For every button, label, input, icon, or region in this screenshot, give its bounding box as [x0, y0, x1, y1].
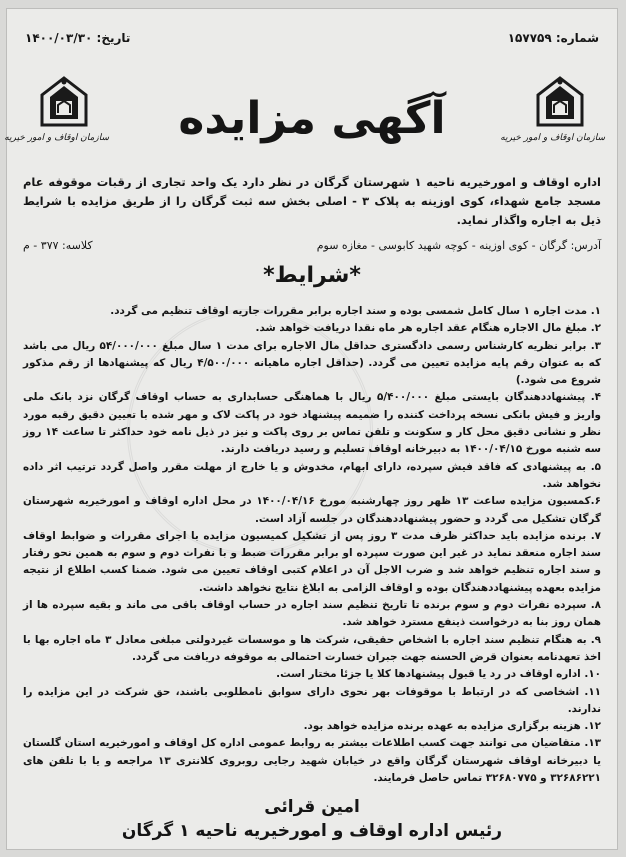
property-address: آدرس: گرگان - کوی اوزینه - کوچه شهید کابوسی - مغازه سوم — [316, 239, 601, 252]
condition-item: ۱۰. اداره اوقاف در رد یا قبول پیشنهادها کلا یا جزئا مختار است. — [276, 668, 601, 681]
signatory-name: امین قرائی — [264, 797, 360, 817]
logo-caption: سازمان اوقاف و امور خیریه — [500, 133, 605, 143]
condition-item: ۱۳. متقاضیان می توانند جهت کسب اطلاعات بیشتر به روابط عمومی اداره کل اوقاف و امورخیریه استان گلستان یا دبیرخانه اوقاف شهرستان گرگان واقع در خیابان شهید رجایی روبروی کلانتری ۱۳ مراجعه و یا با تلفن های ۳۲۶۸۶۲۲۱ و ۳۲۶۸۰۷۷۵ تماس حاصل فرمایند. — [23, 737, 601, 785]
condition-item: ۶.کمسیون مزایده ساعت ۱۳ ظهر روز چهارشنبه مورخ ۱۴۰۰/۰۴/۱۶ در محل اداره اوقاف و امورخیریه شهرستان گرگان تشکیل می گردد و حضور پیشنهاددهندگان در جلسه آزاد است. — [23, 495, 601, 525]
logo-caption: سازمان اوقاف و امور خیریه — [4, 133, 109, 143]
conditions-list — [23, 303, 601, 787]
address-row — [23, 239, 601, 257]
endowment-logo-right — [500, 75, 605, 155]
condition-item: ۵. به پیشنهادی که فاقد فیش سپرده، دارای ابهام، مخدوش و یا خارج از مهلت مقرر واصل گردد ترتیب اثر داده نخواهد شد. — [23, 460, 601, 490]
condition-item: ۷. برنده مزایده باید حداکثر ظرف مدت ۳ روز پس از تشکیل کمیسیون مزایده با اجرای مقررات و ضوابط اوقاف سند اجاره منعقد نماید در غیر این صورت سپرده او برابر مقررات ضبط و با نفرات دوم و سوم به همین نحو رفتار و سند اجاره تنظیم خواهد شد و ضرب الاجل آن در اعلام کتبی اوقاف تعیین می شود. ضمنا کسب اطلاع از نتیجه مزایده بعهده پیشنهاددهندگان بوده و اوقاف الزامی به ابلاغ نتایج نخواهد داشت. — [23, 529, 601, 594]
endowment-emblem-icon — [534, 75, 586, 131]
condition-item: ۱. مدت اجاره ۱ سال کامل شمسی بوده و سند اجاره برابر مقررات جاریه اوقاف تنظیم می گردد. — [110, 305, 601, 317]
condition-item: ۴. پیشنهاددهندگان بایستی مبلغ ۵/۴۰۰/۰۰۰ ریال با هماهنگی حسابداری به حساب اوقاف گرگان نزد بانک ملی واریز و فیش بانکی نسخه پرداخت کننده را ضمیمه پیشنهاد خود در پاکت لاک و مهر شده با تعیین دقیق رقبه مورد نظر و نشانی دقیق محل کار و سکونت و تلفن تماس بر روی پاکت و نیز در ذیل نامه خود حداکثر تا ساعت ۱۴ روز سه شنبه مورخ ۱۴۰۰/۰۴/۱۵ به دبیرخانه اوقاف تسلیم و رسید دریافت دارند. — [23, 391, 602, 456]
header-row — [25, 31, 599, 53]
endowment-emblem-icon — [38, 75, 90, 131]
page-title: آگهی مزایده — [178, 93, 446, 144]
issue-date: تاریخ: ۱۴۰۰/۰۳/۳۰ — [25, 31, 131, 45]
condition-item: ۱۲. هزینه برگزاری مزایده به عهده برنده مزایده خواهد بود. — [303, 720, 601, 733]
reference-number: شماره: ۱۵۷۷۵۹ — [507, 31, 599, 45]
condition-item: ۳. برابر نظریه کارشناس رسمی دادگستری حداقل مال الاجاره برای مدت ۱ سال مبلغ ۵۴/۰۰۰/۰۰۰ ریال می باشد که به عنوان رقم پایه مزایده تعیین می گردد. (حداقل اجاره ماهیانه ۴/۵۰۰/۰۰۰ ریال که پیشنهادها از رقم مذکور شروع می شود.) — [23, 339, 601, 387]
signatory-role: رئیس اداره اوقاف و امورخیریه ناحیه ۱ گرگان — [121, 821, 503, 841]
condition-item: ۱۱. اشخاصی که در ارتباط با موقوفات بهر نحوی دارای سوابق نامطلوبی باشند، حق شرکت در این مزایده را ندارند. — [23, 685, 601, 715]
signature-block — [7, 795, 617, 843]
condition-item: ۹. به هنگام تنظیم سند اجاره با اشخاص حقیقی، شرکت ها و موسسات غیردولتی مبلغی معادل ۳ ماه اجاره بها با اخذ تعهدنامه بعنوان قرض الحسنه جهت جبران خسارت احتمالی به موقوفه دریافت می گردد. — [23, 633, 601, 663]
advertisement-page — [6, 8, 618, 850]
condition-item: ۸. سپرده نفرات دوم و سوم برنده تا تاریخ تنظیم سند اجاره در حساب اوقاف باقی می ماند و بقیه سپرده ها از همان روز بنا به درخواست ذینفع مسترد خواهد شد. — [23, 599, 601, 629]
condition-item: ۲. مبلغ مال الاجاره هنگام عقد اجاره هر ماه نقدا دریافت خواهد شد. — [255, 322, 601, 335]
intro-paragraph: اداره اوقاف و امورخیریه ناحیه ۱ شهرستان گرگان در نظر دارد یک واحد تجاری از رقبات موقوفه عام مسجد جامع شهداء، کوی اوزینه به پلاک ۳ - اصلی بخش سه ثبت گرگان را از طریق مزایده با شرایط ذیل به اجاره واگذار نماید. — [23, 175, 601, 227]
conditions-heading: *شرایط* — [263, 263, 361, 288]
class-code: کلاسه: ۳۷۷ - م — [23, 239, 93, 252]
endowment-logo-left — [4, 75, 109, 155]
